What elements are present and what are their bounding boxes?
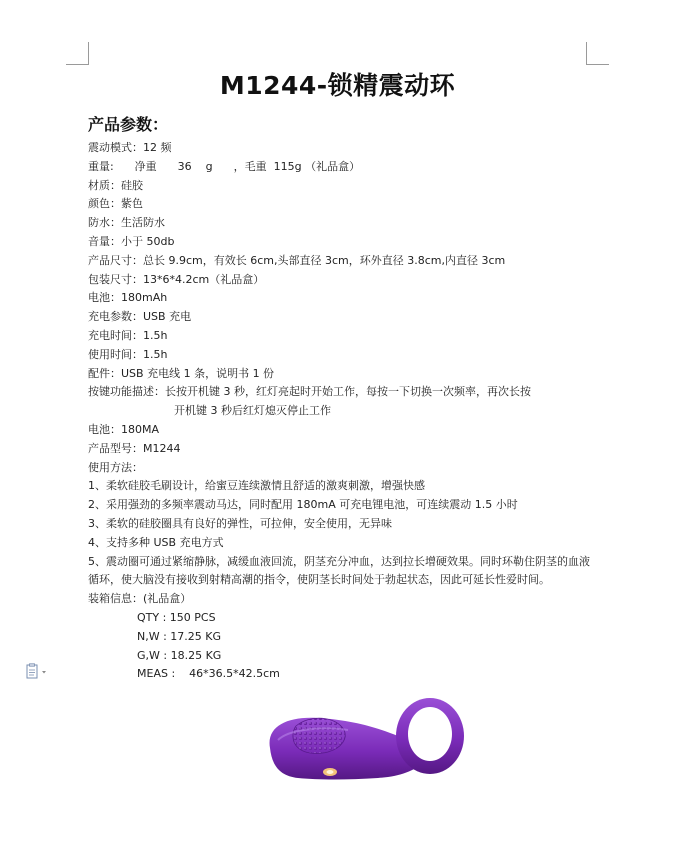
packing-line: QTY : 150 PCS [137, 610, 216, 624]
page-corner-mark-top-right [586, 42, 609, 65]
document-title: M1244-锁精震动环 [219, 71, 456, 100]
usage-item: 1、柔软硅胶毛刷设计，给蜜豆连续激情且舒适的激爽刺激，增强快感 [88, 479, 425, 493]
spec-line: 电池：180MA [88, 422, 160, 436]
spec-line: 配件：USB 充电线 1 条，说明书 1 份 [88, 366, 275, 380]
usage-item: 3、柔软的硅胶圈具有良好的弹性，可拉伸，安全使用，无异味 [88, 516, 392, 530]
spec-line: 材质：硅胶 [88, 178, 143, 192]
packing-line: G,W : 18.25 KG [137, 648, 222, 662]
packing-line: N,W : 17.25 KG [137, 629, 222, 643]
spec-line: 充电时间：1.5h [88, 328, 168, 342]
spec-line: 震动模式：12 频 [88, 141, 172, 154]
spec-line: 使用时间：1.5h [88, 347, 168, 361]
spec-list [88, 139, 598, 684]
spec-line: 电池：180mAh [88, 291, 168, 305]
spec-line: 充电参数：USB 充电 [88, 310, 192, 324]
usage-item: 2、采用强劲的多频率震动马达，同时配用 180mA 可充电锂电池，可连续震动 1.5 小时 [88, 498, 518, 512]
spec-line: 包装尺寸：13*6*4.2cm（礼品盒） [88, 272, 265, 286]
spec-line: 音量：小于 50db [88, 234, 175, 248]
packing-line: MEAS : 46*36.5*42.5cm [137, 667, 280, 681]
spec-line: 颜色：紫色 [88, 197, 143, 211]
spec-line: 开机键 3 秒后红灯熄灭停止工作 [174, 404, 331, 418]
spec-line: 装箱信息：(礼品盒） [88, 592, 192, 606]
paste-options-icon[interactable] [25, 663, 49, 681]
spec-line: 产品尺寸：总长 9.9cm，有效长 6cm,头部直径 3cm，环外直径 3.8cm,内直径 3cm [88, 253, 506, 267]
page-corner-mark-top-left [66, 42, 89, 65]
usage-item: 4、支持多种 USB 充电方式 [88, 535, 224, 549]
section-heading: 产品参数： [88, 115, 169, 134]
usage-item: 5、震动圈可通过紧缩静脉，减缓血液回流，阴茎充分冲血，达到拉长增硬效果。同时环勒住阴茎的血液循环，使大脑没有接收到射精高潮的指令，使阴茎长时间处于勃起状态，因此可延长性爱时间。 [88, 554, 590, 587]
spec-line: 重量: 净重 36 g ，毛重 115g （礼品盒） [88, 159, 361, 173]
spec-line: 按键功能描述：长按开机键 3 秒，红灯亮起时开始工作，每按一下切换一次频率，再次长按 [88, 385, 531, 399]
spec-line: 产品型号：M1244 [88, 441, 181, 455]
product-image [258, 696, 478, 792]
spec-line: 防水：生活防水 [88, 216, 165, 230]
spec-line: 使用方法： [88, 460, 143, 474]
